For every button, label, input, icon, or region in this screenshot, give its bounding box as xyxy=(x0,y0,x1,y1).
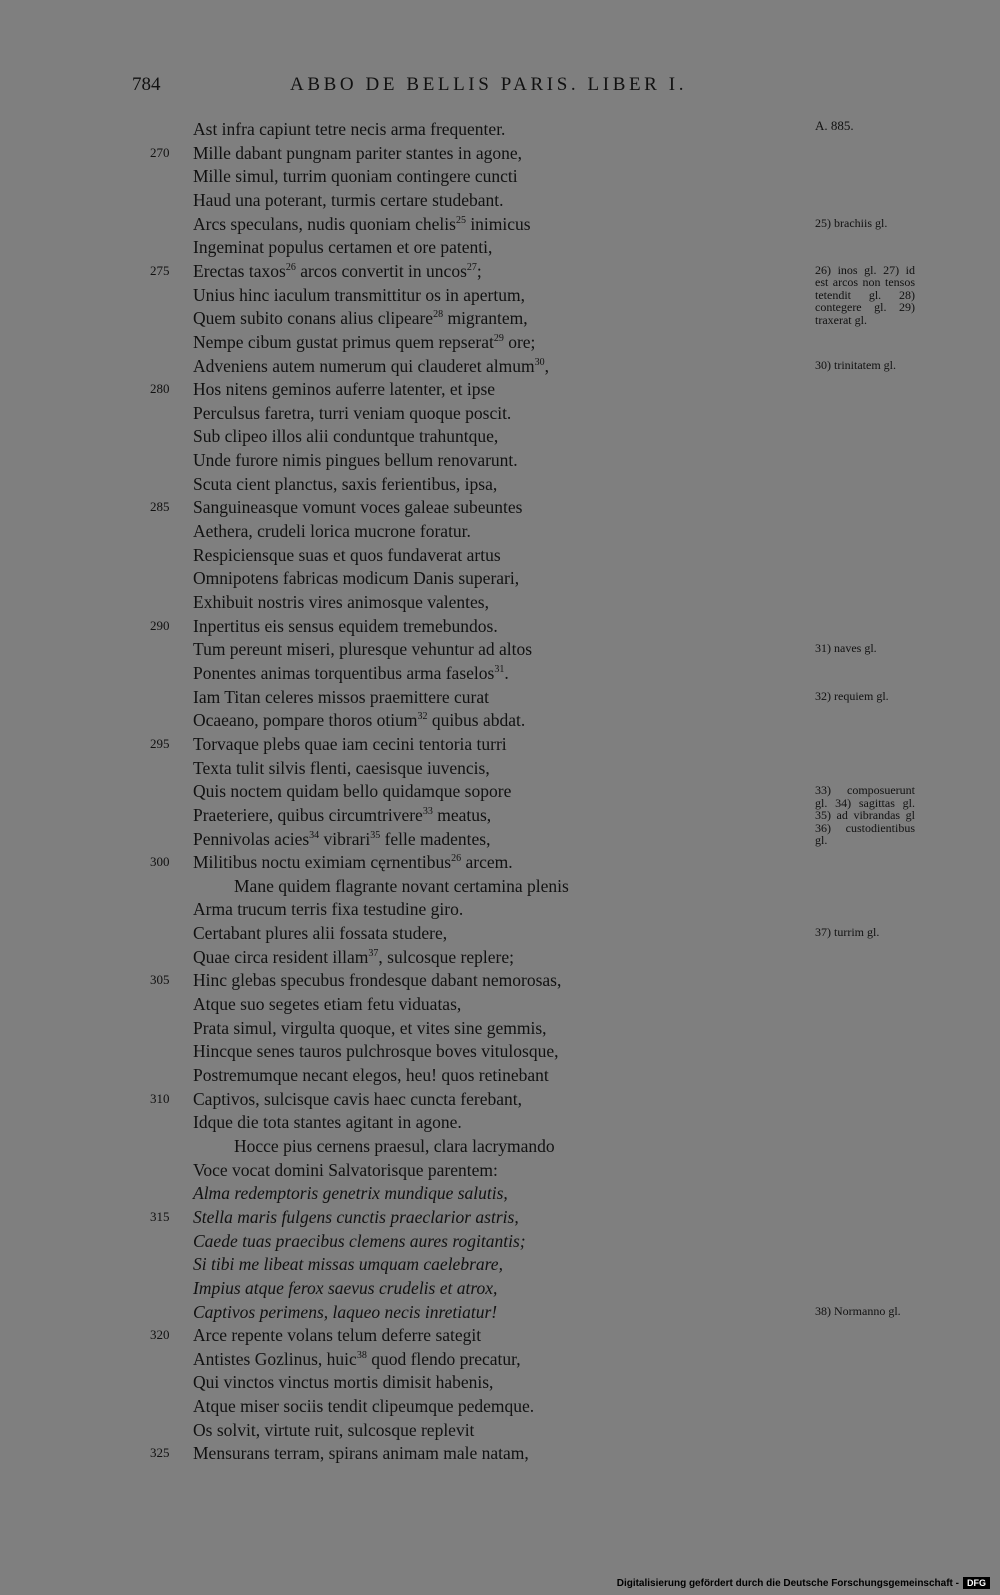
verse-text: , xyxy=(544,355,550,376)
verse-line xyxy=(193,402,511,426)
verse-line xyxy=(193,142,522,166)
verse-line xyxy=(193,1064,549,1088)
footnote-marker: 26 xyxy=(285,262,296,274)
verse-line xyxy=(234,1135,555,1159)
verse-text: Prata simul, virgulta quoque, et vites sine gemmis, xyxy=(193,1017,547,1038)
gloss-note: 33) composuerunt gl. 34) sagittas gl. 35) ad vibrandas gl 36) custodientibus gl. xyxy=(815,783,915,848)
verse-line xyxy=(193,378,495,402)
verse-text: . xyxy=(504,662,509,683)
verse-text: Arma trucum terris fixa testudine giro. xyxy=(193,899,464,920)
verse-text: Respiciensque suas et quos fundaverat artus xyxy=(193,544,501,565)
verse-line xyxy=(193,993,461,1017)
footnote-marker: 28 xyxy=(433,309,444,321)
verse-line xyxy=(193,638,532,662)
verse-text: Arcs speculans, nudis quoniam chelis xyxy=(193,213,456,234)
verse-text: Erectas taxos xyxy=(193,260,286,281)
line-number: 270 xyxy=(150,144,170,160)
verse-line xyxy=(193,804,491,828)
line-number: 305 xyxy=(150,972,170,988)
verse-text: migrantem, xyxy=(443,308,528,329)
line-number: 300 xyxy=(150,854,170,870)
verse-line xyxy=(193,1159,498,1183)
page-header xyxy=(132,74,772,104)
verse-line xyxy=(234,875,569,899)
line-number: 320 xyxy=(150,1327,170,1343)
line-number: 325 xyxy=(150,1445,170,1461)
gloss-note: 38) Normanno gl. xyxy=(815,1303,901,1318)
verse-text: Mane quidem flagrante novant certamina plenis xyxy=(234,875,569,896)
verse-line xyxy=(193,1111,462,1135)
verse-line xyxy=(193,260,482,284)
verse-line xyxy=(193,686,489,710)
verse-text: Inpertitus eis sensus equidem tremebundos. xyxy=(193,615,498,636)
footnote-marker: 35 xyxy=(370,829,381,841)
verse-text: Praeteriere, quibus circumtrivere xyxy=(193,804,423,825)
verse-text: Omnipotens fabricas modicum Danis superari, xyxy=(193,568,520,589)
verse-text: Antistes Gozlinus, huic xyxy=(193,1348,357,1369)
line-number: 310 xyxy=(150,1090,170,1106)
verse-text: Sub clipeo illos alii conduntque trahuntque, xyxy=(193,426,499,447)
verse-line xyxy=(193,355,549,379)
line-number: 285 xyxy=(150,499,170,515)
verse-text: ; xyxy=(476,260,482,281)
dfg-logo: DFG xyxy=(963,1577,990,1589)
gloss-note: 30) trinitatem gl. xyxy=(815,357,896,372)
verse-text: Perculsus faretra, turri veniam quoque poscit. xyxy=(193,402,512,423)
verse-text: Torvaque plebs quae iam cecini tentoria turri xyxy=(193,733,507,754)
line-number: 280 xyxy=(150,381,170,397)
verse-text: Scuta cient planctus, saxis ferientibus, ipsa, xyxy=(193,473,498,494)
verse-text: Quis noctem quidam bello quidamque sopore xyxy=(193,781,512,802)
verse-line xyxy=(193,1230,526,1254)
footnote-marker: 38 xyxy=(356,1349,367,1361)
verse-text: Pennivolas acies xyxy=(193,828,310,849)
verse-line xyxy=(193,969,561,993)
footnote-marker: 26 xyxy=(451,853,462,865)
verse-line xyxy=(193,1419,474,1443)
running-title: ABBO DE BELLIS PARIS. LIBER I. xyxy=(290,74,688,95)
verse-line xyxy=(193,828,491,852)
verse-text: Idque die tota stantes agitant in agone. xyxy=(193,1112,462,1133)
verse-line xyxy=(193,473,497,497)
verse-line xyxy=(193,118,505,142)
verse-text: Unius hinc iaculum transmittitur os in apertum, xyxy=(193,284,525,305)
verse-text: Captivos perimens, laqueo necis inretiatur! xyxy=(193,1301,498,1322)
footnote-marker: 33 xyxy=(422,806,433,818)
verse-text: Militibus noctu eximiam cęrnentibus xyxy=(193,852,452,873)
page-number: 784 xyxy=(132,74,161,95)
verse-text: Mensurans terram, spirans animam male natam, xyxy=(193,1443,529,1464)
line-number: 295 xyxy=(150,735,170,751)
footnote-marker: 32 xyxy=(417,711,428,723)
verse-line xyxy=(193,1348,521,1372)
verse-line xyxy=(193,496,523,520)
verse-line xyxy=(193,567,519,591)
verse-line xyxy=(193,709,525,733)
verse-text: felle madentes, xyxy=(380,828,491,849)
verse-text: Mille dabant pungnam pariter stantes in agone, xyxy=(193,142,523,163)
footnote-marker: 30 xyxy=(534,356,545,368)
verse-line xyxy=(193,165,518,189)
gloss-note: 37) turrim gl. xyxy=(815,925,880,940)
verse-text: Hos nitens geminos auferre latenter, et ipse xyxy=(193,379,496,400)
verse-line xyxy=(193,284,525,308)
verse-line xyxy=(193,733,507,757)
verse-text: Sanguineasque vomunt voces galeae subeuntes xyxy=(193,497,523,518)
gloss-note: 32) requiem gl. xyxy=(815,688,889,703)
verse-line xyxy=(193,591,489,615)
verse-line xyxy=(193,425,498,449)
verse-line xyxy=(193,520,471,544)
verse-line xyxy=(193,307,528,331)
verse-text: meatus, xyxy=(432,804,492,825)
verse-line xyxy=(193,780,511,804)
verse-text: Quem subito conans alius clipeare xyxy=(193,308,434,329)
verse-text: quod flendo precatur, xyxy=(366,1348,521,1369)
verse-text: Si tibi me libeat missas umquam caelebrare, xyxy=(193,1254,503,1275)
verse-text: Exhibuit nostris vires animosque valentes, xyxy=(193,592,489,612)
verse-text: arcos convertit in uncos xyxy=(295,260,467,281)
verse-text: Alma redemptoris genetrix mundique salutis, xyxy=(193,1183,508,1204)
verse-text: Ast infra capiunt tetre necis arma frequenter. xyxy=(193,119,506,139)
verse-text: Quae circa resident illam xyxy=(193,946,369,967)
verse-line xyxy=(193,1040,558,1064)
verse-line xyxy=(193,1277,497,1301)
verse-text: Arce repente volans telum deferre sategit xyxy=(193,1325,482,1346)
verse-text: Texta tulit silvis flenti, caesisque iuvencis, xyxy=(193,757,490,778)
verse-text: Postremumque necant elegos, heu! quos retinebant xyxy=(193,1065,549,1085)
verse-line xyxy=(193,898,463,922)
verse-line xyxy=(193,1324,481,1348)
verse-text: inimicus xyxy=(465,213,531,234)
verse-text: Haud una poterant, turmis certare studebant. xyxy=(193,189,504,210)
footnote-marker: 29 xyxy=(493,333,504,345)
gloss-note: 25) brachiis gl. xyxy=(815,215,888,230)
verse-line xyxy=(193,544,501,568)
verse-line xyxy=(193,1371,493,1395)
verse-text: Tum pereunt miseri, pluresque vehuntur ad altos xyxy=(193,639,533,660)
footnote-marker: 34 xyxy=(309,829,320,841)
verse-text: ore; xyxy=(503,331,536,352)
verse-text: vibrari xyxy=(319,828,371,849)
verse-text: Adveniens autem numerum qui clauderet almum xyxy=(193,355,535,376)
gloss-note: 26) inos gl. 27) id est arcos non tensos tetendit gl. 28) contegere gl. 29) traxerat gl. xyxy=(815,262,915,327)
verse-text: Hinc glebas specubus frondesque dabant nemorosas, xyxy=(193,970,562,991)
verse-line xyxy=(193,1017,547,1041)
verse-text: Ocaeano, pompare thoros otium xyxy=(193,710,418,731)
line-number: 315 xyxy=(150,1208,170,1224)
verse-line xyxy=(193,1253,503,1277)
verse-text: Os solvit, virtute ruit, sulcosque replevit xyxy=(193,1419,475,1440)
verse-line xyxy=(193,1088,522,1112)
footnote-marker: 31 xyxy=(494,664,505,676)
verse-text: Aethera, crudeli lorica mucrone foratur. xyxy=(193,521,471,542)
verse-text: arcem. xyxy=(461,852,513,873)
line-number: 290 xyxy=(150,617,170,633)
verse-line xyxy=(193,1206,519,1230)
verse-text: quibus abdat. xyxy=(427,710,526,731)
verse-line xyxy=(193,449,518,473)
verse-line xyxy=(193,615,498,639)
footnote-marker: 25 xyxy=(455,214,466,226)
verse-text: Stella maris fulgens cunctis praeclarior astris, xyxy=(193,1206,519,1227)
verse-line xyxy=(193,331,535,355)
verse-line xyxy=(193,213,531,237)
verse-text: , sulcosque replere; xyxy=(378,946,514,967)
verse-text: Ingeminat populus certamen et ore patenti, xyxy=(193,237,493,258)
footer xyxy=(617,1577,990,1589)
verse-text: Nempe cibum gustat primus quem repserat xyxy=(193,331,494,352)
gloss-note: 31) naves gl. xyxy=(815,641,877,656)
verse-line xyxy=(193,922,447,946)
verse-text: Ponentes animas torquentibus arma faselos xyxy=(193,662,495,683)
verse-text: Voce vocat domini Salvatorisque parentem: xyxy=(193,1159,498,1180)
verse-text: Atque miser sociis tendit clipeumque pedemque. xyxy=(193,1396,535,1417)
year-note: A. 885. xyxy=(815,118,854,133)
verse-text: Atque suo segetes etiam fetu viduatas, xyxy=(193,994,462,1015)
verse-line xyxy=(193,757,490,781)
verse-text: Unde furore nimis pingues bellum renovarunt. xyxy=(193,450,518,471)
verse-line xyxy=(193,236,492,260)
line-number: 275 xyxy=(150,262,170,278)
verse-text: Hincque senes tauros pulchrosque boves vitulosque, xyxy=(193,1041,559,1062)
verse-text: Iam Titan celeres missos praemittere curat xyxy=(193,686,489,707)
footnote-marker: 37 xyxy=(368,947,379,959)
verse-text: Caede tuas praecibus clemens aures rogitantis; xyxy=(193,1230,526,1251)
footer-text: Digitalisierung gefördert durch die Deutsche Forschungsgemeinschaft - xyxy=(616,1577,959,1589)
verse-text: Impius atque ferox saevus crudelis et atrox, xyxy=(193,1277,498,1298)
verse-line xyxy=(193,1301,497,1325)
verse-line xyxy=(193,1182,508,1206)
verse-text: Certabant plures alii fossata studere, xyxy=(193,923,448,944)
verse-line xyxy=(193,189,504,213)
footnote-marker: 27 xyxy=(466,262,477,274)
verse-line xyxy=(193,851,513,875)
verse-line xyxy=(193,946,514,970)
verse-text: Hocce pius cernens praesul, clara lacrymando xyxy=(234,1135,555,1156)
verse-text: Qui vinctos vinctus mortis dimisit habenis, xyxy=(193,1372,494,1393)
verse-line xyxy=(193,1442,529,1466)
verse-line xyxy=(193,1395,534,1419)
verse-line xyxy=(193,662,509,686)
verse-text: Captivos, sulcisque cavis haec cuncta ferebant, xyxy=(193,1088,522,1109)
verse-text: Mille simul, turrim quoniam contingere cuncti xyxy=(193,166,518,187)
